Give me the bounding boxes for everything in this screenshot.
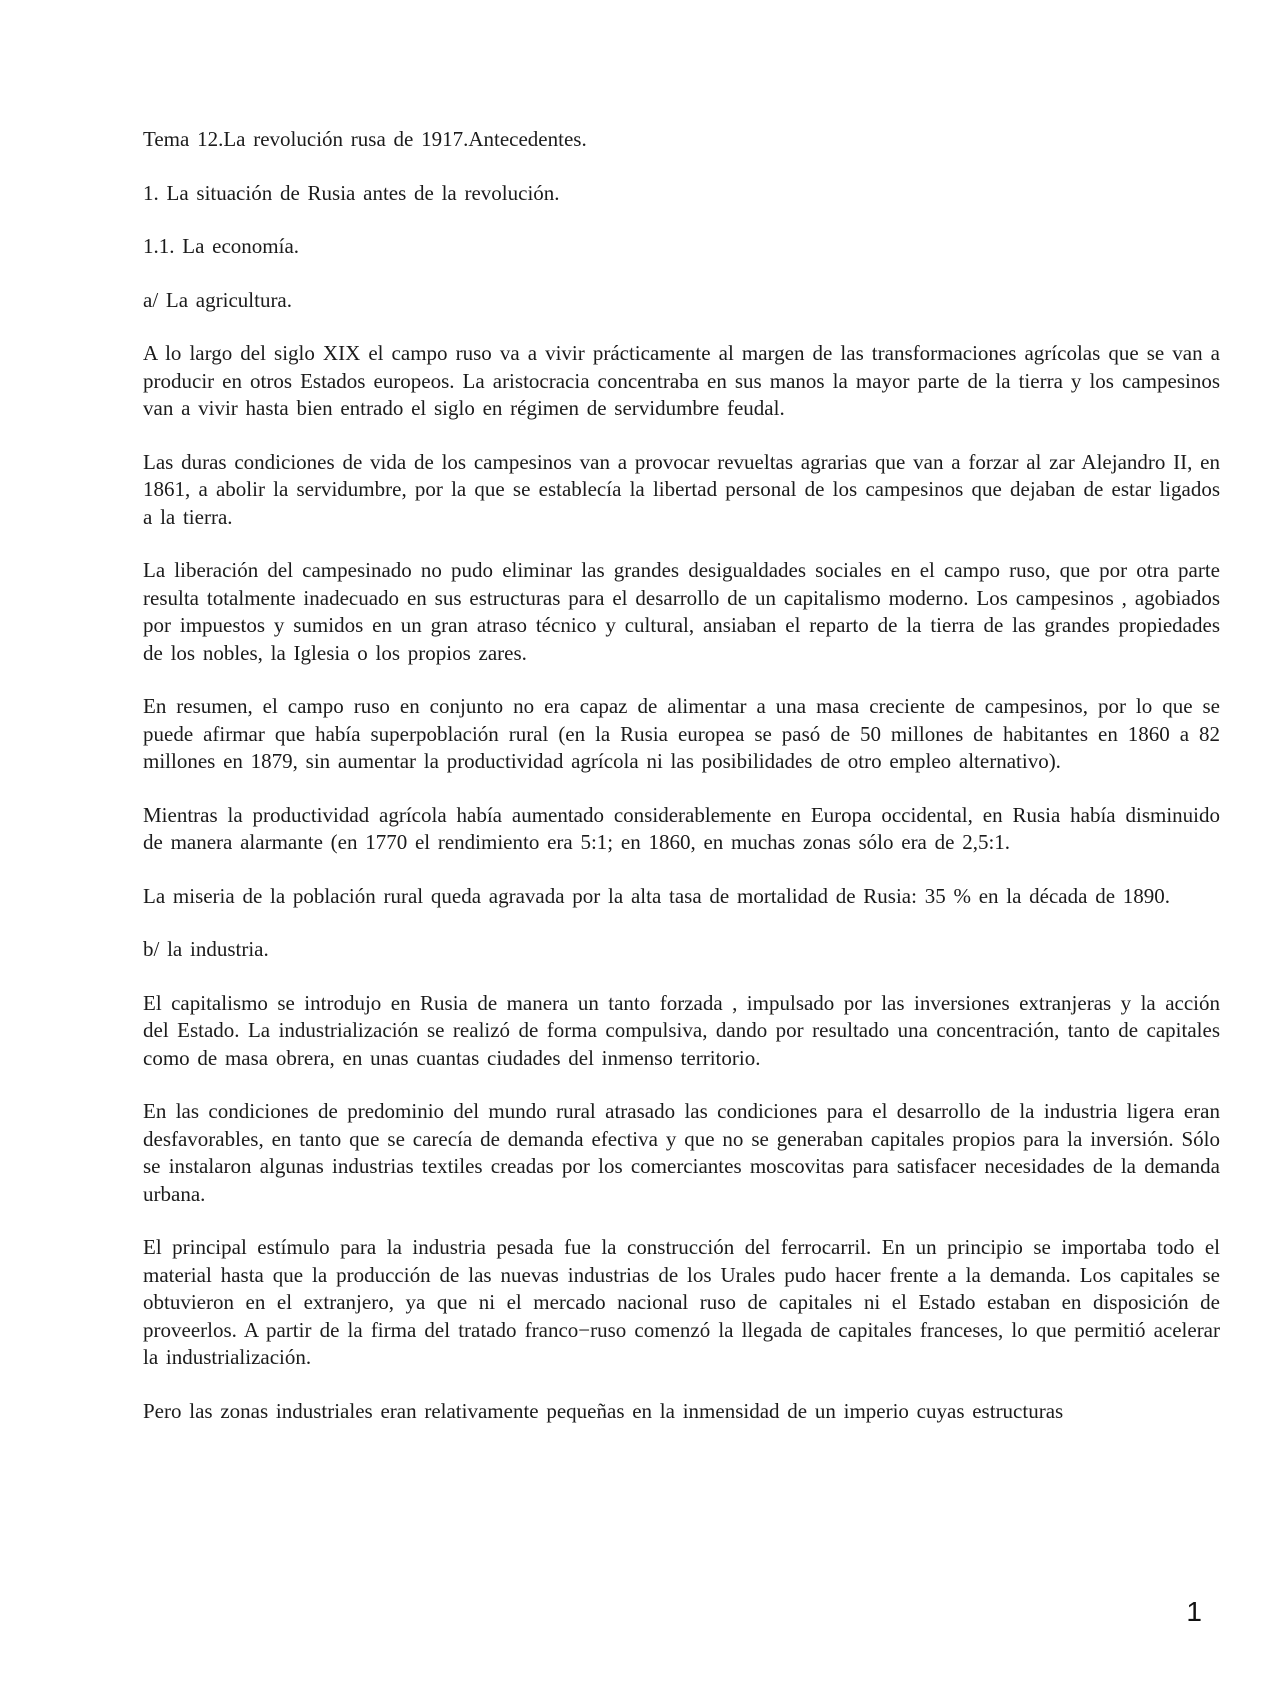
subheading-industry: b/ la industria. — [143, 937, 269, 961]
subsection-economy-heading: 1.1. La economía. — [143, 234, 300, 258]
paragraph-agriculture-6: La miseria de la población rural queda agravada por la alta tasa de mortalidad de Rusia: 35 % en la década de 1890. — [143, 883, 1171, 908]
paragraph-agriculture-1: A lo largo del siglo XIX el campo ruso va a vivir prácticamente al margen de las transformaciones agrícolas que se van a producir en otros Estados europeos. La aristocracia concentraba en sus manos la mayor parte de la tierra y los campesinos van a vivir hasta bien entrado el siglo en régimen de servidumbre feudal. — [143, 341, 1220, 420]
page-number: 1 — [1186, 1596, 1202, 1627]
doc-title: Tema 12.La revolución rusa de 1917.Antecedentes. — [143, 127, 587, 151]
paragraph-industry-2: En las condiciones de predominio del mundo rural atrasado las condiciones para el desarrollo de la industria ligera eran desfavorables, en tanto que se carecía de demanda efectiva y que no se generaban capitales propios para la inversión. Sólo se instalaron algunas industrias textiles creadas por los comerciantes moscovitas para satisfacer necesidades de la demanda urbana. — [143, 1099, 1220, 1206]
paragraph-agriculture-4: En resumen, el campo ruso en conjunto no era capaz de alimentar a una masa creciente de campesinos, por lo que se puede afirmar que había superpoblación rural (en la Rusia europea se pasó de 50 millones de habitantes en 1860 a 82 millones en 1879, sin aumentar la productividad agrícola ni las posibilidades de otro empleo alternativo). — [143, 694, 1220, 773]
paragraph-industry-3: El principal estímulo para la industria pesada fue la construcción del ferrocarril. En un principio se importaba todo el material hasta que la producción de las nuevas industrias de los Urales pudo hacer frente a la demanda. Los capitales se obtuvieron en el extranjero, ya que ni el mercado nacional ruso de capitales ni el Estado estaban en disposición de proveerlos. A partir de la firma del tratado franco−ruso comenzó la llegada de capitales franceses, lo que permitió acelerar la industrialización. — [143, 1235, 1220, 1369]
paragraph-agriculture-5: Mientras la productividad agrícola había aumentado considerablemente en Europa occidental, en Rusia había disminuido de manera alarmante (en 1770 el rendimiento era 5:1; en 1860, en muchas zonas sólo era de 2,5:1. — [143, 802, 1220, 854]
paragraph-agriculture-2: Las duras condiciones de vida de los campesinos van a provocar revueltas agrarias que van a forzar al zar Alejandro II, en 1861, a abolir la servidumbre, por la que se establecía la libertad personal de los campesinos que dejaban de estar ligados a la tierra. — [143, 449, 1220, 529]
paragraph-industry-1: El capitalismo se introdujo en Rusia de manera un tanto forzada , impulsado por las inversiones extranjeras y la acción del Estado. La industrialización se realizó de forma compulsiva, dando por resultado una concentración, tanto de capitales como de masa obrera, en unas cuantas ciudades del inmenso territorio. — [143, 990, 1220, 1070]
section-1-heading: 1. La situación de Rusia antes de la revolución. — [143, 180, 560, 205]
paragraph-industry-4: Pero las zonas industriales eran relativamente pequeñas en la inmensidad de un imperio cuyas estructuras — [143, 1398, 1064, 1423]
paragraph-agriculture-3: La liberación del campesinado no pudo eliminar las grandes desigualdades sociales en el campo ruso, que por otra parte resulta totalmente inadecuado en sus estructuras para el desarrollo de un capitalismo moderno. Los campesinos , agobiados por impuestos y sumidos en un gran atraso técnico y cultural, ansiaban el reparto de la tierra de las grandes propiedades de los nobles, la Iglesia o los propios zares. — [143, 558, 1220, 665]
subheading-agriculture: a/ La agricultura. — [143, 287, 293, 312]
